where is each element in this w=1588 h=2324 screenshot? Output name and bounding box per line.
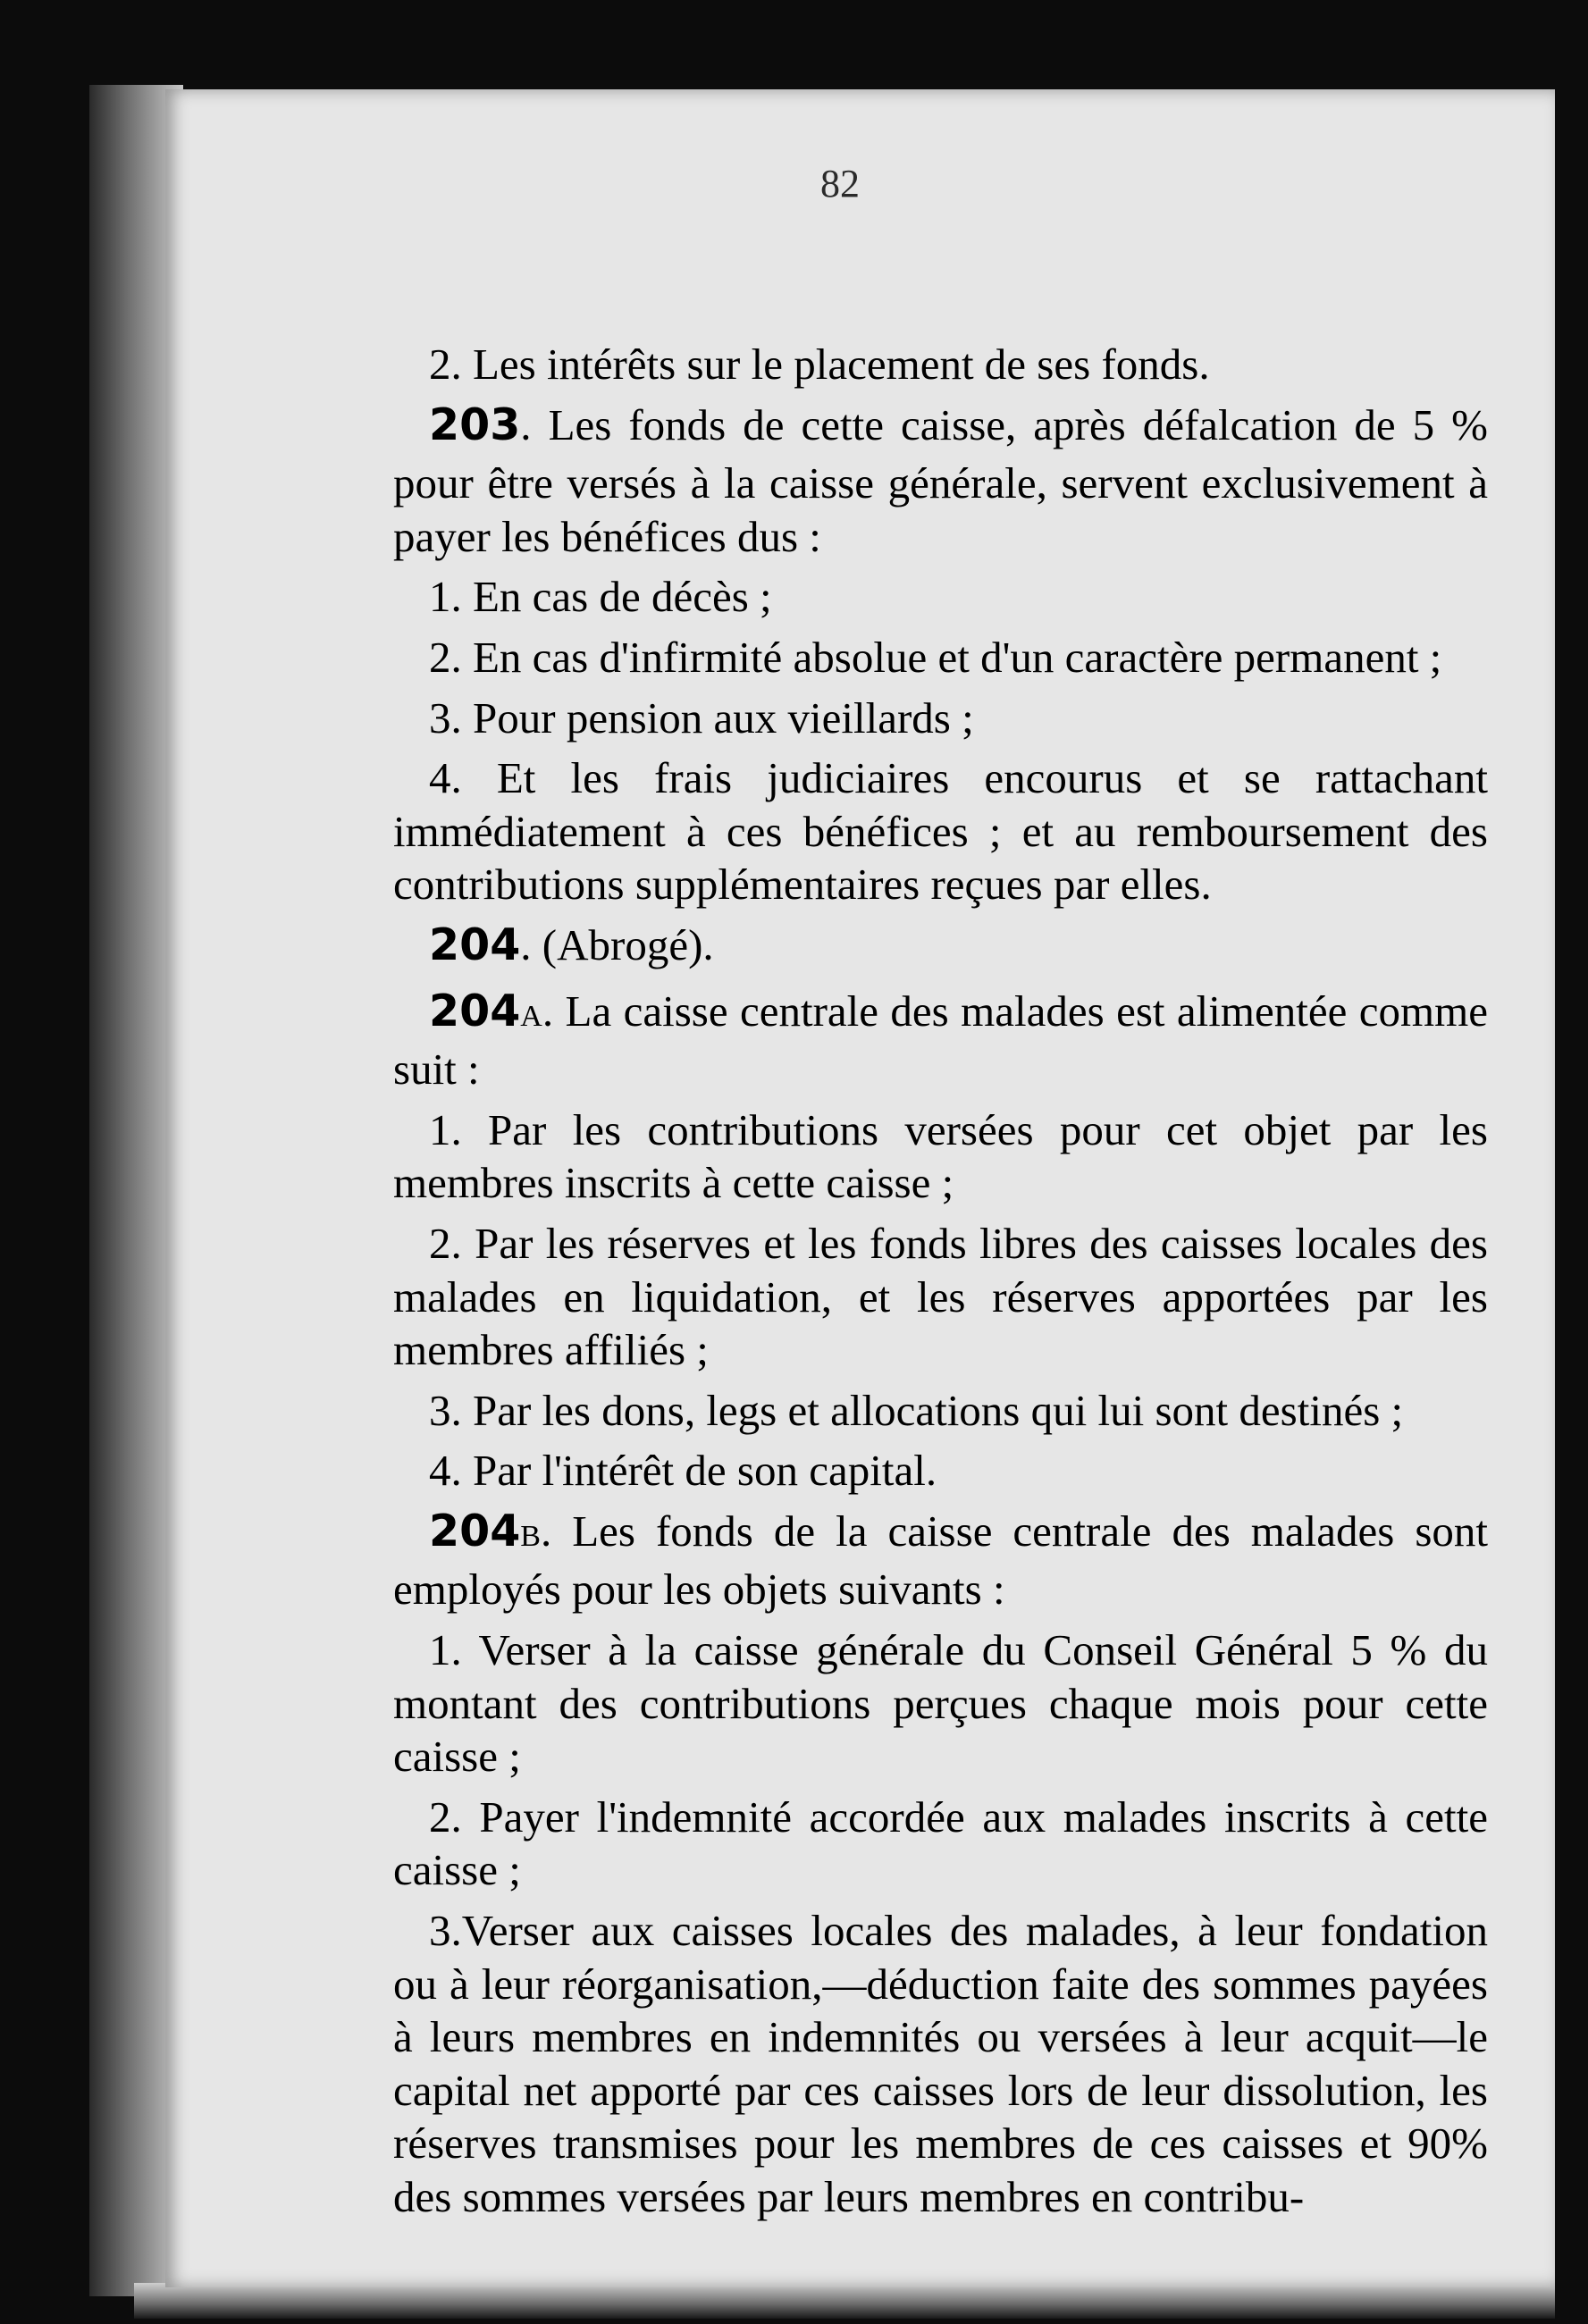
book-bottom-edge [134, 2283, 1555, 2319]
article-text: . La caisse centrale des malades est alimentée comme suit : [393, 986, 1488, 1095]
article-number: 204 [429, 919, 521, 970]
page-number: 82 [820, 162, 860, 206]
text-paragraph: 3. Pour pension aux vieillards ; [429, 692, 974, 743]
article-paragraph [393, 985, 1488, 1096]
text-paragraph: 1. Par les contributions versées pour cet objet par les membres inscrits à cette caisse ; [393, 1104, 1488, 1208]
text-paragraph: 4. Et les frais judiciaires encourus et se rattachant immédiatement à ces bénéfices ; et au remboursement des contributions supplémentaires reçues par elles. [393, 753, 1488, 910]
text-paragraph: 3. Par les dons, legs et allocations qui lui sont destinés ; [429, 1385, 1404, 1435]
text-paragraph: 1. Verser à la caisse générale du Conseil Général 5 % du montant des contributions perçues chaque mois pour cette caisse ; [393, 1625, 1488, 1782]
text-paragraph: 2. Payer l'indemnité accordée aux malades inscrits à cette caisse ; [393, 1791, 1488, 1895]
text-paragraph: 2. Par les réserves et les fonds libres des caisses locales des malades en liquidation, et les réserves apportées par les membres affiliés ; [393, 1218, 1488, 1375]
article-number: 204 [429, 1505, 521, 1556]
article-text: . Les fonds de la caisse centrale des malades sont employés pour les objets suivants : [393, 1506, 1488, 1615]
text-paragraph: 1. En cas de décès ; [429, 572, 772, 622]
article-suffix: B [520, 1519, 541, 1553]
article-paragraph [393, 919, 1488, 977]
article-number: 203 [429, 399, 521, 450]
text-paragraph: 3.Verser aux caisses locales des malades, à leur fondation ou à leur réorganisation,—déduction faite des sommes payées à leurs membres en indemnités ou versées à leur acquit—le capital net apporté par ces caisses lors de leur dissolution, les réserves transmises pour les membres de ces caisses et 90% des sommes versées par leurs membres en contribu- [393, 1906, 1488, 2221]
text-paragraph: 4. Par l'intérêt de son capital. [429, 1446, 937, 1496]
text-paragraph: 2. Les intérêts sur le placement de ses fonds. [429, 340, 1210, 389]
article-text: . (Abrogé). [520, 919, 714, 969]
article-paragraph [393, 1505, 1488, 1616]
text-paragraph: 2. En cas d'infirmité absolue et d'un caractère permanent ; [429, 632, 1442, 682]
article-number: 204 [429, 985, 521, 1036]
article-suffix: A [520, 999, 542, 1033]
page-text [393, 338, 1488, 2231]
article-paragraph [393, 399, 1488, 564]
article-text: . Les fonds de cette caisse, après défalcation de 5 % pour être versés à la caisse générale, servent exclusivement à payer les bénéfices dus : [393, 399, 1488, 561]
